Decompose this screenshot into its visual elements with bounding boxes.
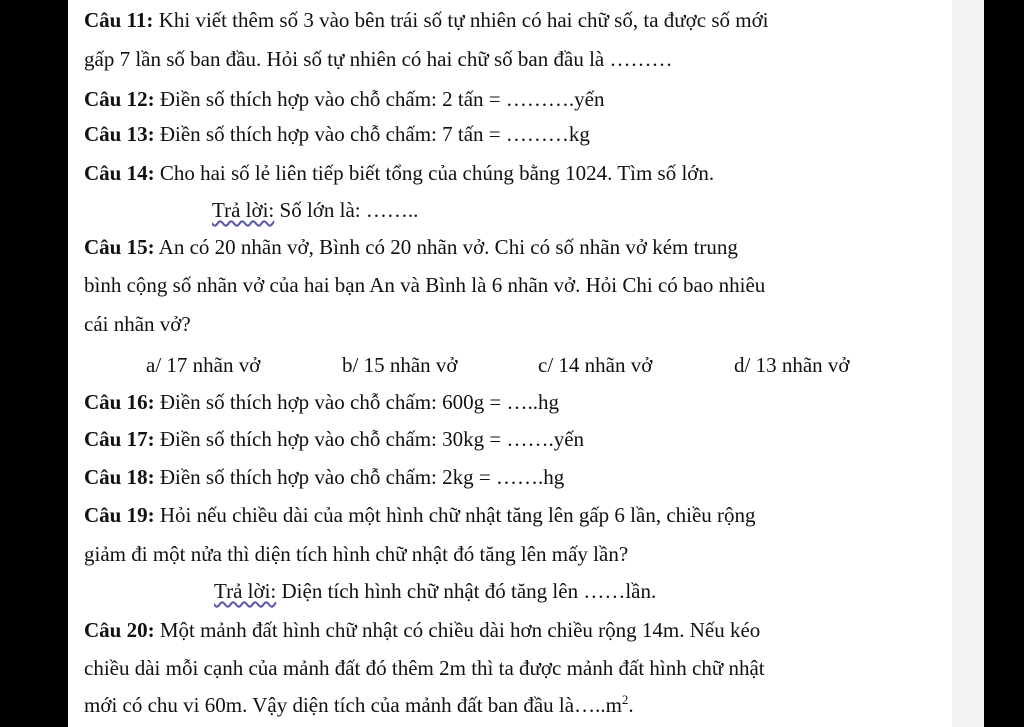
question-19-line-2: giảm đi một nửa thì diện tích hình chữ nhật đó tăng lên mấy lần?: [84, 542, 629, 566]
question-19-line-1: Câu 19: Hỏi nếu chiều dài của một hình chữ nhật tăng lên gấp 6 lần, chiều rộng: [84, 503, 756, 527]
question-15-line-3: cái nhãn vở?: [84, 312, 191, 336]
question-20-label: Câu 20:: [84, 618, 155, 642]
question-11-label: Câu 11:: [84, 8, 154, 32]
option-c: c/ 14 nhãn vở: [538, 353, 653, 377]
question-18: Câu 18: Điền số thích hợp vào chỗ chấm: 2kg = …….hg: [84, 465, 565, 489]
question-13-label: Câu 13:: [84, 122, 155, 146]
question-14: Câu 14: Cho hai số lẻ liên tiếp biết tổng của chúng bằng 1024. Tìm số lớn.: [84, 161, 715, 185]
question-16-label: Câu 16:: [84, 390, 155, 414]
question-19-answer: Trả lời: Diện tích hình chữ nhật đó tăng lên ……lần.: [214, 579, 657, 603]
question-20-line-3: mới có chu vi 60m. Vậy diện tích của mảnh đất ban đầu $là\dots..m^2$.: [84, 692, 634, 717]
question-11-line-2: gấp 7 lần số ban đầu. Hỏi số tự nhiên có hai chữ số ban đầu là ………: [84, 47, 673, 71]
question-19-label: Câu 19:: [84, 503, 155, 527]
question-11-line-1: Câu 11: Khi viết thêm số 3 vào bên trái số tự nhiên có hai chữ số, ta được số mới: [84, 8, 769, 32]
question-13: Câu 13: Điền số thích hợp vào chỗ chấm: 7 tấn = ………kg: [84, 122, 590, 146]
question-16: Câu 16: Điền số thích hợp vào chỗ chấm: 600g = …..hg: [84, 390, 559, 414]
question-15-label: Câu 15:: [84, 235, 155, 259]
question-14-label: Câu 14:: [84, 161, 155, 185]
page-margin-strip: [952, 0, 984, 727]
question-17: Câu 17: Điền số thích hợp vào chỗ chấm: 30kg = …….yến: [84, 427, 585, 451]
document-page: [68, 0, 952, 727]
question-12-label: Câu 12:: [84, 87, 155, 111]
question-12: Câu 12: Điền số thích hợp vào chỗ chấm: 2 tấn = ……….yến: [84, 87, 605, 111]
question-20-line-2: chiều dài mỗi cạnh của mảnh đất đó thêm 2m thì ta được mảnh đất hình chữ nhật: [84, 656, 765, 680]
option-b: b/ 15 nhãn vở: [342, 353, 458, 377]
question-14-answer: Trả lời: Số lớn là: ……..: [212, 198, 419, 222]
answer-label: Trả lời:: [214, 579, 277, 603]
option-d: d/ 13 nhãn vở: [734, 353, 850, 377]
question-20-line-1: Câu 20: Một mảnh đất hình chữ nhật có chiều dài hơn chiều rộng 14m. Nếu kéo: [84, 618, 761, 642]
question-15-line-1: Câu 15: An có 20 nhãn vở, Bình có 20 nhãn vở. Chi có số nhãn vở kém trung: [84, 235, 738, 259]
question-18-label: Câu 18:: [84, 465, 155, 489]
question-15-line-2: bình cộng số nhãn vở của hai bạn An và Bình là 6 nhãn vở. Hỏi Chi có bao nhiêu: [84, 273, 766, 297]
question-17-label: Câu 17:: [84, 427, 155, 451]
option-a: a/ 17 nhãn vở: [146, 353, 261, 377]
answer-label: Trả lời:: [212, 198, 275, 222]
